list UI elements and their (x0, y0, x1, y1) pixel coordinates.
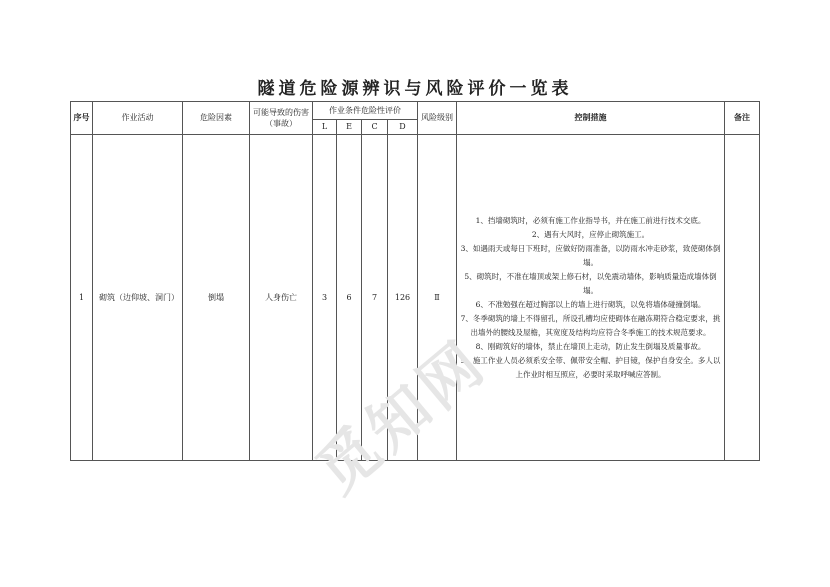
header-measures: 控制措施 (457, 102, 725, 135)
cell-activity: 砌筑（边仰坡、洞门） (93, 135, 183, 461)
page-title: 隧道危险源辨识与风险评价一览表 (257, 79, 573, 99)
header-activity: 作业活动 (93, 102, 183, 135)
header-harm: 可能导致的伤害（事故） (250, 102, 313, 135)
header-E: E (337, 120, 362, 135)
watermark: 觅知网 (303, 326, 501, 508)
measure-item: 1、挡墙砌筑时，必须有施工作业指导书，并在施工前进行技术交底。 (475, 215, 706, 225)
header-eval-group: 作业条件危险性评价 (313, 102, 418, 120)
measure-item: 2、遇有大风时，应停止砌筑施工。 (531, 229, 650, 239)
measure-item: 5、砌筑时，不准在墙顶或架上修石材，以免震动墙体，影响质量造成墙体倒塌。 (464, 271, 717, 295)
cell-C: 7 (362, 135, 388, 461)
cell-risk-level: Ⅱ (418, 135, 457, 461)
cell-seq: 1 (71, 135, 93, 461)
cell-remarks (725, 135, 760, 461)
cell-harm: 人身伤亡 (250, 135, 313, 461)
header-seq: 序号 (71, 102, 93, 135)
header-row-1 (71, 102, 760, 120)
header-L: L (313, 120, 337, 135)
measure-item: 8、刚砌筑好的墙体，禁止在墙顶上走动，防止发生倒塌及质量事故。 (475, 341, 706, 351)
header-risk-level: 风险级别 (418, 102, 457, 135)
measure-item: 6、不准勉强在超过胸部以上的墙上进行砌筑，以免将墙体碰撞倒塌。 (475, 299, 706, 309)
cell-L: 3 (313, 135, 337, 461)
measure-item: 3、如遇雨天或每日下班时，应做好防雨准备，以防雨水冲走砂浆，致使砌体倒塌。 (460, 243, 721, 267)
measure-item: 7、冬季砌筑的墙上不得留孔，所设孔槽均应使砌体在融冻期符合稳定要求，挑出墙外的腰线及屋檐，其宽度及结构均应符合冬季施工的技术规范要求。 (460, 313, 721, 337)
measure-item: 9、施工作业人员必须系安全带、佩带安全帽、护目镜，保护自身安全。多人以上作业时相互照应，必要时采取呼喊应答制。 (460, 355, 721, 379)
cell-measures (457, 135, 725, 461)
risk-table (70, 101, 760, 461)
header-remarks: 备注 (725, 102, 760, 135)
cell-E: 6 (337, 135, 362, 461)
table-row (71, 135, 760, 461)
cell-hazard: 倒塌 (183, 135, 250, 461)
header-hazard: 危险因素 (183, 102, 250, 135)
cell-D: 126 (388, 135, 418, 461)
header-D: D (388, 120, 418, 135)
header-C: C (362, 120, 388, 135)
